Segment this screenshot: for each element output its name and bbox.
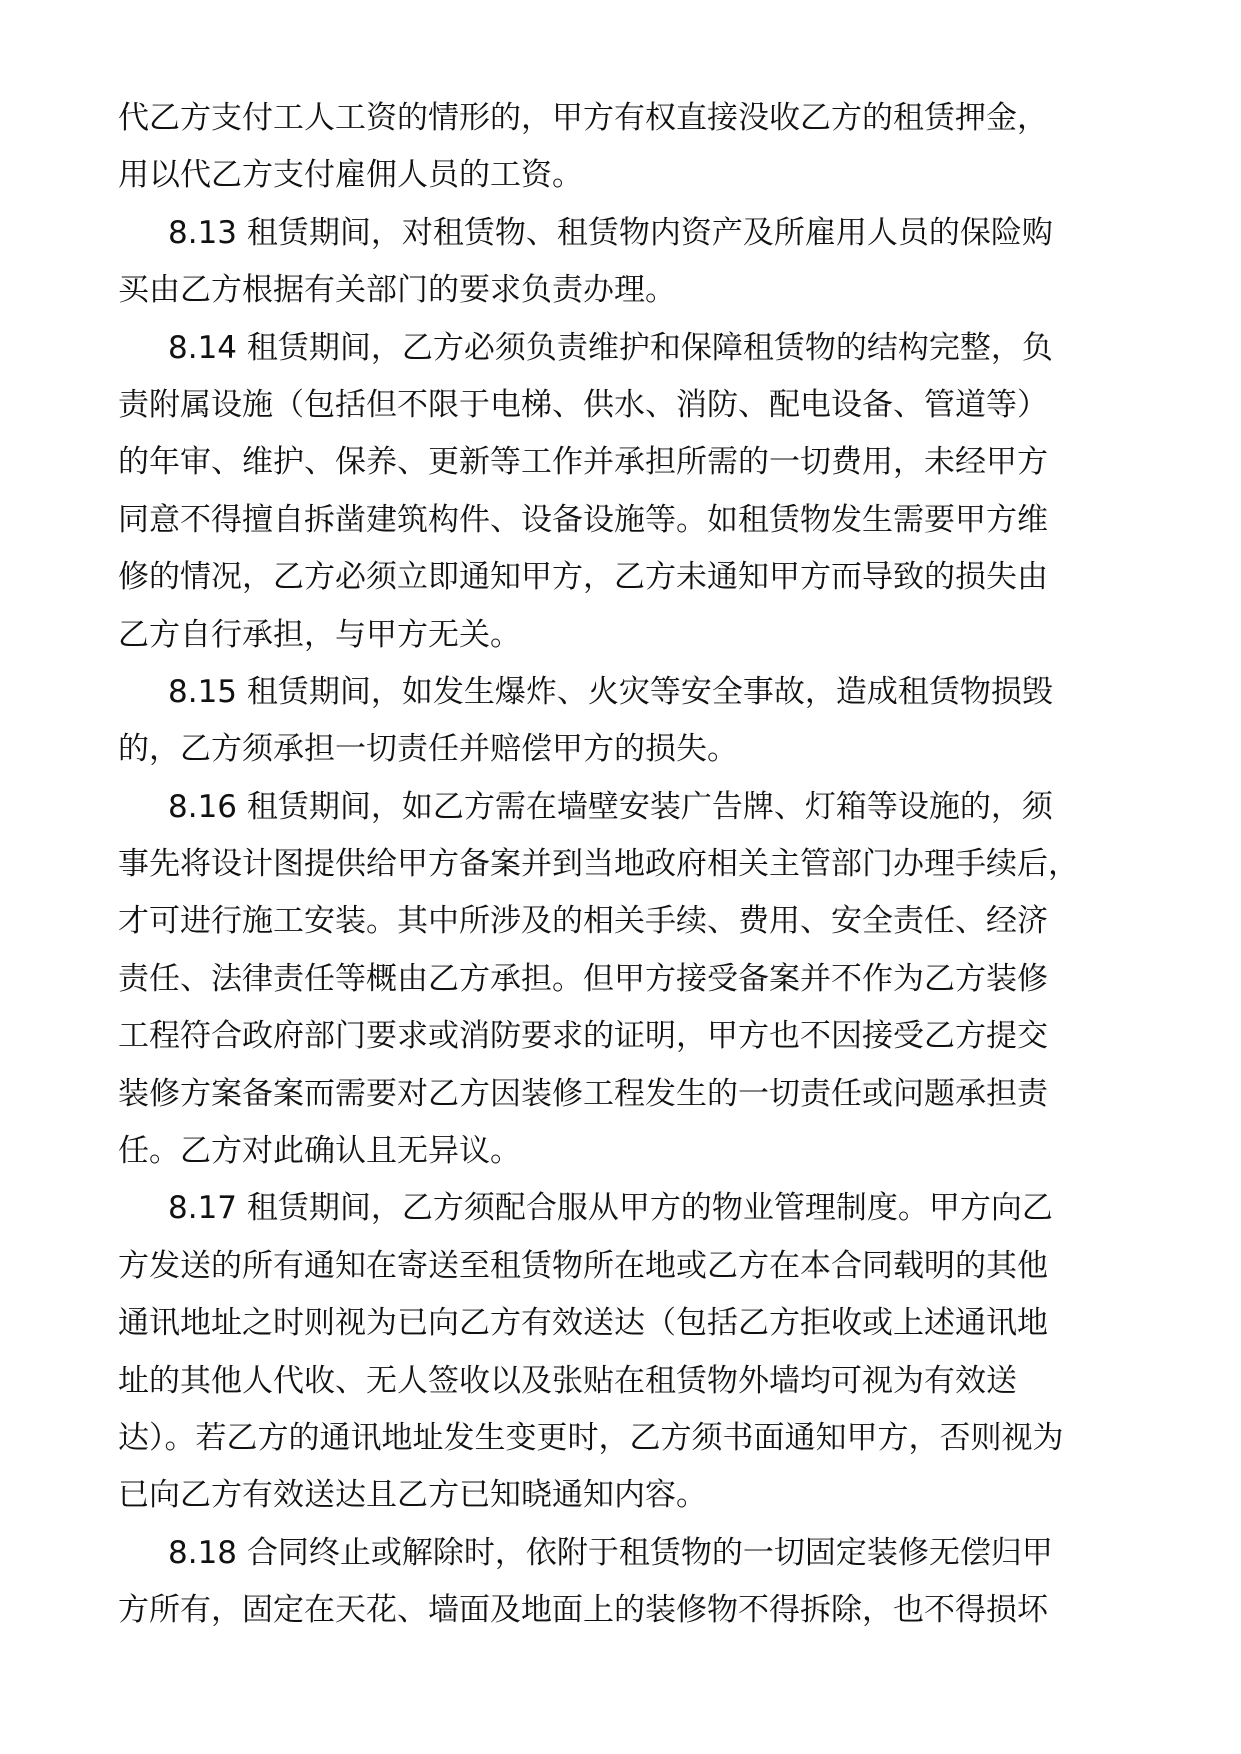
text-line: 工程符合政府部门要求或消防要求的证明，甲方也不因接受乙方提交 bbox=[118, 1018, 1048, 1055]
text-line: 用以代乙方支付雇佣人员的工资。 bbox=[118, 157, 583, 194]
clause-first-line: 8.14 租赁期间，乙方必须负责维护和保障租赁物的结构完整，负 bbox=[168, 329, 1053, 366]
text-line: 同意不得擅自拆凿建筑构件、设备设施等。如租赁物发生需要甲方维 bbox=[118, 501, 1048, 538]
text-line: 方发送的所有通知在寄送至租赁物所在地或乙方在本合同载明的其他 bbox=[118, 1247, 1048, 1284]
text-line: 址的其他人代收、无人签收以及张贴在租赁物外墙均可视为有效送 bbox=[118, 1362, 1017, 1399]
text-line: 乙方自行承担，与甲方无关。 bbox=[118, 616, 521, 653]
text-line: 的年审、维护、保养、更新等工作并承担所需的一切费用，未经甲方 bbox=[118, 444, 1048, 481]
clause-first-line: 8.17 租赁期间，乙方须配合服从甲方的物业管理制度。甲方向乙 bbox=[168, 1190, 1053, 1227]
text-line: 才可进行施工安装。其中所涉及的相关手续、费用、安全责任、经济 bbox=[118, 903, 1048, 940]
clause-first-line: 8.15 租赁期间，如发生爆炸、火灾等安全事故，造成租赁物损毁 bbox=[168, 673, 1053, 710]
text-line: 代乙方支付工人工资的情形的，甲方有权直接没收乙方的租赁押金， bbox=[118, 100, 1048, 136]
text-line: 的，乙方须承担一切责任并赔偿甲方的损失。 bbox=[118, 731, 738, 768]
text-line: 已向乙方有效送达且乙方已知晓通知内容。 bbox=[118, 1477, 707, 1514]
text-line: 责任、法律责任等概由乙方承担。但甲方接受备案并不作为乙方装修 bbox=[118, 960, 1048, 997]
text-line: 事先将设计图提供给甲方备案并到当地政府相关主管部门办理手续后， bbox=[118, 846, 1079, 883]
text-line: 买由乙方根据有关部门的要求负责办理。 bbox=[118, 272, 676, 309]
clause-first-line: 8.13 租赁期间，对租赁物、租赁物内资产及所雇用人员的保险购 bbox=[168, 214, 1053, 251]
text-line: 装修方案备案而需要对乙方因装修工程发生的一切责任或问题承担责 bbox=[118, 1075, 1048, 1112]
text-line: 通讯地址之时则视为已向乙方有效送达（包括乙方拒收或上述通讯地 bbox=[118, 1305, 1048, 1342]
contract-text-body bbox=[118, 90, 1128, 1640]
text-line: 方所有，固定在天花、墙面及地面上的装修物不得拆除，也不得损坏 bbox=[118, 1592, 1048, 1629]
text-line: 责附属设施（包括但不限于电梯、供水、消防、配电设备、管道等） bbox=[118, 386, 1048, 423]
clause-first-line: 8.16 租赁期间，如乙方需在墙壁安装广告牌、灯箱等设施的，须 bbox=[168, 788, 1053, 825]
text-line: 达）。若乙方的通讯地址发生变更时，乙方须书面通知甲方，否则视为 bbox=[118, 1419, 1064, 1456]
text-line: 任。乙方对此确认且无异议。 bbox=[118, 1133, 521, 1170]
clause-first-line: 8.18 合同终止或解除时，依附于租赁物的一切固定装修无偿归甲 bbox=[168, 1534, 1053, 1571]
text-line: 修的情况，乙方必须立即通知甲方，乙方未通知甲方而导致的损失由 bbox=[118, 559, 1048, 596]
